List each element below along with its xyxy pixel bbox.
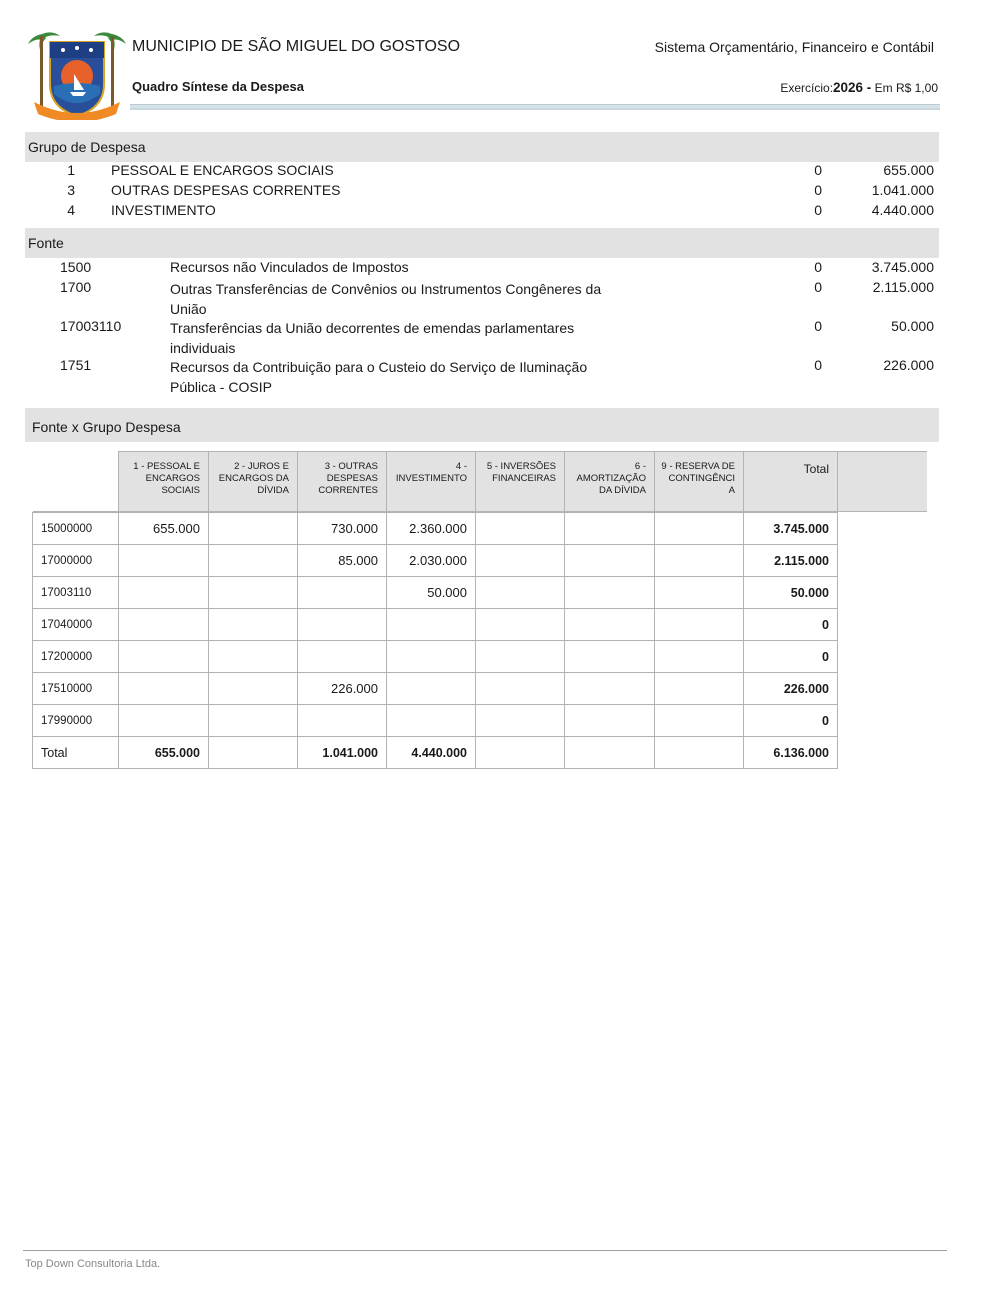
value-cell: 655.000	[119, 737, 209, 769]
section-grupo-despesa: Grupo de Despesa	[25, 132, 939, 162]
col-header: 1 - PESSOAL E ENCARGOS SOCIAIS	[119, 452, 209, 512]
grupo-row	[0, 162, 1000, 182]
fonte-name: Recursos da Contribuição para o Custeio do Serviço de Iluminação	[170, 359, 588, 375]
value-cell	[565, 545, 655, 577]
fonte-row	[0, 357, 1000, 397]
municipality-name: MUNICIPIO DE SÃO MIGUEL DO GOSTOSO	[132, 38, 461, 55]
col-header-total: Total	[744, 452, 838, 512]
value-cell	[476, 545, 565, 577]
fonte-row	[0, 318, 1000, 358]
value-cell: 1.041.000	[298, 737, 387, 769]
fonte-name: Recursos não Vinculados de Impostos	[170, 259, 409, 275]
grupo-row	[0, 182, 1000, 202]
fiscal-year-info	[780, 80, 938, 95]
value-cell	[476, 673, 565, 705]
report-title: Quadro Síntese da Despesa	[132, 79, 304, 94]
fonte-zero: 0	[814, 279, 822, 295]
value-cell	[387, 673, 476, 705]
fonte-value: 3.745.000	[871, 259, 934, 275]
value-cell: 226.000	[298, 673, 387, 705]
value-cell	[565, 737, 655, 769]
currency-unit: Em R$ 1,00	[874, 81, 938, 95]
grupo-row	[0, 202, 1000, 222]
table-row	[33, 673, 927, 705]
value-cell	[476, 641, 565, 673]
row-total: 0	[744, 641, 838, 673]
col-header: 4 - INVESTIMENTO	[387, 452, 476, 512]
fonte-name-cont: Pública - COSIP	[170, 379, 272, 395]
fiscal-year-label: Exercício:	[780, 81, 833, 95]
value-cell	[655, 673, 744, 705]
grupo-name: INVESTIMENTO	[111, 202, 216, 218]
header-divider	[130, 104, 940, 110]
col-header: 2 - JUROS E ENCARGOS DA DÍVIDA	[209, 452, 298, 512]
value-cell: 4.440.000	[387, 737, 476, 769]
row-total: 50.000	[744, 577, 838, 609]
fonte-name-cont: individuais	[170, 340, 236, 356]
value-cell	[565, 673, 655, 705]
value-cell	[476, 577, 565, 609]
value-cell	[298, 609, 387, 641]
grupo-value: 1.041.000	[871, 182, 934, 198]
value-cell	[387, 609, 476, 641]
row-code: 17510000	[33, 673, 119, 705]
table-row	[33, 705, 927, 737]
fonte-code: 1700	[60, 279, 92, 295]
value-cell	[655, 705, 744, 737]
section-fonte: Fonte	[25, 228, 939, 258]
row-code: 17003110	[33, 577, 119, 609]
fonte-zero: 0	[814, 318, 822, 334]
table-row	[33, 577, 927, 609]
value-cell	[655, 737, 744, 769]
fonte-code: 1751	[60, 357, 92, 373]
col-header: 6 - AMORTIZAÇÃO DA DÍVIDA	[565, 452, 655, 512]
value-cell: 85.000	[298, 545, 387, 577]
table-row	[33, 513, 927, 545]
fonte-zero: 0	[814, 259, 822, 275]
row-code: 17000000	[33, 545, 119, 577]
value-cell: 2.360.000	[387, 513, 476, 545]
value-cell	[209, 737, 298, 769]
grupo-zero: 0	[814, 182, 822, 198]
table-header-row	[33, 452, 927, 512]
row-code: Total	[33, 737, 119, 769]
value-cell	[298, 705, 387, 737]
fiscal-year: 2026 -	[833, 80, 872, 95]
value-cell	[655, 577, 744, 609]
value-cell: 2.030.000	[387, 545, 476, 577]
table-row	[33, 609, 927, 641]
grupo-code: 4	[67, 202, 75, 218]
fonte-row	[0, 259, 1000, 279]
row-code: 15000000	[33, 513, 119, 545]
grupo-value: 655.000	[883, 162, 934, 178]
fonte-row	[0, 279, 1000, 319]
fonte-code: 1500	[60, 259, 92, 275]
grupo-name: PESSOAL E ENCARGOS SOCIAIS	[111, 162, 334, 178]
value-cell	[119, 577, 209, 609]
grupo-code: 3	[67, 182, 75, 198]
grupo-value: 4.440.000	[871, 202, 934, 218]
grupo-zero: 0	[814, 202, 822, 218]
value-cell	[476, 513, 565, 545]
grupo-name: OUTRAS DESPESAS CORRENTES	[111, 182, 341, 198]
value-cell	[298, 577, 387, 609]
fonte-grupo-table	[32, 451, 927, 769]
value-cell	[655, 545, 744, 577]
municipal-coat-of-arms-icon	[28, 28, 126, 120]
value-cell	[565, 641, 655, 673]
value-cell	[119, 673, 209, 705]
row-total: 2.115.000	[744, 545, 838, 577]
value-cell	[209, 513, 298, 545]
fonte-name: Outras Transferências de Convênios ou Instrumentos Congêneres da	[170, 281, 602, 297]
value-cell: 730.000	[298, 513, 387, 545]
value-cell	[209, 673, 298, 705]
value-cell	[387, 705, 476, 737]
value-cell	[655, 641, 744, 673]
value-cell	[119, 705, 209, 737]
footer-divider	[23, 1250, 947, 1251]
value-cell	[209, 609, 298, 641]
grupo-zero: 0	[814, 162, 822, 178]
value-cell: 655.000	[119, 513, 209, 545]
value-cell	[565, 609, 655, 641]
row-total: 3.745.000	[744, 513, 838, 545]
value-cell	[476, 609, 565, 641]
system-name: Sistema Orçamentário, Financeiro e Contábil	[654, 39, 934, 55]
value-cell	[119, 641, 209, 673]
fonte-code: 17003110	[60, 318, 122, 334]
col-header: 5 - INVERSÕES FINANCEIRAS	[476, 452, 565, 512]
value-cell	[209, 641, 298, 673]
value-cell	[655, 609, 744, 641]
fonte-value: 2.115.000	[872, 279, 934, 295]
row-total: 0	[744, 609, 838, 641]
value-cell	[387, 641, 476, 673]
row-total: 0	[744, 705, 838, 737]
row-code: 17200000	[33, 641, 119, 673]
value-cell	[119, 609, 209, 641]
grupo-code: 1	[67, 162, 75, 178]
value-cell	[565, 705, 655, 737]
fonte-name-cont: União	[170, 301, 207, 317]
value-cell	[209, 577, 298, 609]
header-filler	[838, 452, 927, 512]
fonte-name: Transferências da União decorrentes de emendas parlamentares	[170, 320, 575, 336]
table-row	[33, 641, 927, 673]
value-cell	[565, 577, 655, 609]
row-code: 17040000	[33, 609, 119, 641]
value-cell: 50.000	[387, 577, 476, 609]
fonte-value: 226.000	[883, 357, 934, 373]
row-code: 17990000	[33, 705, 119, 737]
row-total: 6.136.000	[744, 737, 838, 769]
footer-company: Top Down Consultoria Ltda.	[25, 1258, 161, 1270]
section-fonte-grupo: Fonte x Grupo Despesa	[25, 408, 939, 442]
value-cell	[209, 705, 298, 737]
table-total-row	[33, 737, 927, 769]
value-cell	[476, 705, 565, 737]
col-header: 9 - RESERVA DE CONTINGÊNCI A	[655, 452, 744, 512]
fonte-zero: 0	[814, 357, 822, 373]
table-row	[33, 545, 927, 577]
col-header: 3 - OUTRAS DESPESAS CORRENTES	[298, 452, 387, 512]
value-cell	[298, 641, 387, 673]
value-cell	[565, 513, 655, 545]
value-cell	[655, 513, 744, 545]
fonte-value: 50.000	[891, 318, 934, 334]
corner-cell	[33, 452, 119, 512]
value-cell	[209, 545, 298, 577]
row-total: 226.000	[744, 673, 838, 705]
value-cell	[119, 545, 209, 577]
value-cell	[476, 737, 565, 769]
